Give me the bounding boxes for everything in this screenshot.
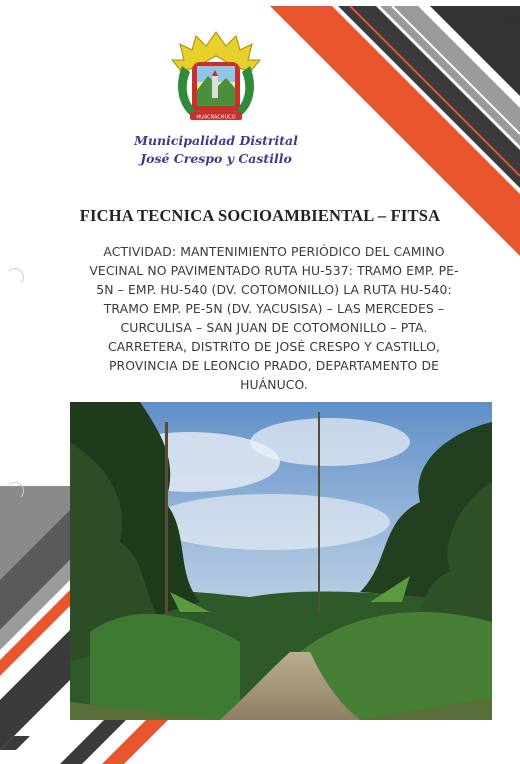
municipality-name <box>130 132 302 168</box>
activity-description: ACTIVIDAD: MANTENIMIENTO PERIÓDICO DEL CAMINO VECINAL NO PAVIMENTADO RUTA HU-537: TRAMO EMP. PE-5N – EMP. HU-540 (DV. COTOMONILLO) LA RUTA HU-540: TRAMO EMP. PE-5N (DV. YACUSISA) – LAS MERCEDES – CURCULISA – SAN JUAN DE COTOMONILLO – PTA. CARRETERA, DISTRITO DE JOSÉ CRESPO Y CASTILLO, PROVINCIA DE LEONCIO PRADO, DEPARTAMENTO DE HUÁNUCO. <box>89 244 459 392</box>
page-number: 0 <box>509 14 518 28</box>
landscape-photo <box>70 402 492 720</box>
municipal-logo-icon <box>168 26 264 130</box>
municipality-line-1: Municipalidad Distrital <box>134 133 298 148</box>
logo-label: HUACRACHUCO <box>196 114 236 121</box>
binder-hole-mark <box>6 482 24 500</box>
municipality-line-2: José Crespo y Castillo <box>140 151 292 166</box>
document-title: FICHA TECNICA SOCIOAMBIENTAL – FITSA <box>79 206 441 225</box>
binder-hole-mark <box>6 268 24 286</box>
